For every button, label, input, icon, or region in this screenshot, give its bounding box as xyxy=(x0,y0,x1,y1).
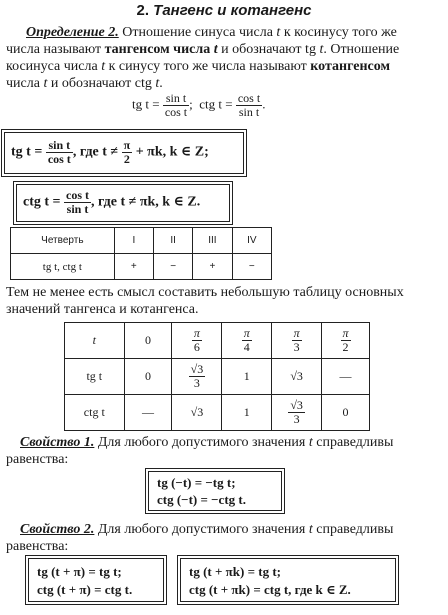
property1-box: tg (−t) = −tg t; ctg (−t) = −ctg t. xyxy=(148,471,282,511)
property1-label: Свойство 1. xyxy=(20,435,95,450)
property2-left-box: tg (t + π) = tg t; ctg (t + π) = ctg t. xyxy=(28,558,164,602)
definition-label: Определение 2. xyxy=(26,25,119,40)
property2-paragraph: Свойство 2. Для любого допустимого значения t справедливы равенства: xyxy=(6,522,394,554)
property2-label: Свойство 2. xyxy=(20,522,95,537)
tangent-formula-box: tg t = $\frac{\text{sin t}}{\text{cos t}}$ , где t ≠ $\frac{\pi}{2}$ + πk, k ∈ Z; xyxy=(4,132,244,174)
definition-formula: tg t = $\frac{\text{sin t}}{\text{cos t}}$ ; ctg t = $\frac{\text{cos t}}{\text{sin t}}$ . xyxy=(132,91,266,119)
tg-row-label: tg t xyxy=(65,359,125,395)
definition-paragraph: Определение 2. Отношение синуса числа t к косинусу того же числа называют тангенсом числа t и обозначают tg t. Отношение косинуса числа t к синусу того же числа называют котангенсом числа t и обозначают ctg t. xyxy=(6,25,400,91)
ctg-row-label: ctg t xyxy=(65,395,125,431)
intro-paragraph: Тем не менее есть смысл составить небольшую таблицу основных значений тангенса и котангенса. xyxy=(6,285,404,317)
tangent-term: тангенсом числа xyxy=(104,42,214,57)
cotangent-formula-box: ctg t = $\frac{\text{cos t}}{\text{sin t}}$ , где t ≠ πk, k ∈ Z. xyxy=(16,184,230,222)
quarter-row-label: tg t, ctg t xyxy=(11,254,115,280)
quarter-sign-table: Четверть I II III IV tg t, ctg t + − + − xyxy=(10,227,272,280)
section-title-text: Тангенс и котангенс xyxy=(153,2,312,19)
cotangent-term: котангенсом xyxy=(310,59,391,74)
values-table: t 0 $\frac{\pi}{6}$ $\frac{\pi}{4}$ $\frac{\pi}{3}$ $\frac{\pi}{2}$ tg t 0 $\frac{√3}{3}$ 1 √3 — ctg t — √3 1 $\frac{√3}{3}$ 0 xyxy=(64,322,370,431)
section-number: 2. xyxy=(136,2,149,19)
property2-right-box: tg (t + πk) = tg t; ctg (t + πk) = ctg t, где k ∈ Z. xyxy=(180,558,396,602)
section-title xyxy=(0,2,448,19)
property1-paragraph: Свойство 1. Для любого допустимого значения t справедливы равенства: xyxy=(6,435,394,467)
quarter-header: Четверть xyxy=(11,228,115,254)
